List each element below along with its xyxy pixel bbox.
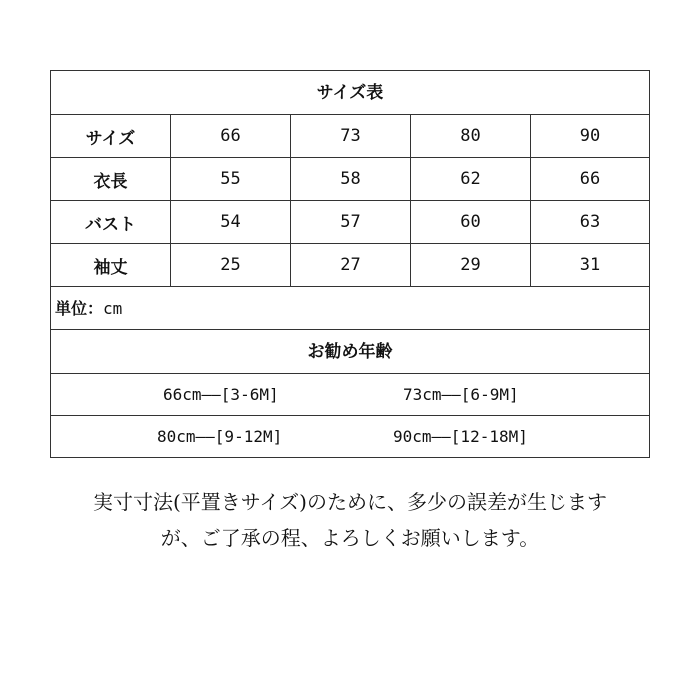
table-cell: 55 <box>171 158 291 200</box>
note-line-1: 実寸寸法(平置きサイズ)のために、多少の誤差が生じます <box>92 490 607 514</box>
table-cell: 60 <box>411 201 531 243</box>
row-label-length: 衣長 <box>51 158 171 200</box>
size-header-value: 90 <box>579 126 601 146</box>
table-cell: 54 <box>171 201 291 243</box>
table-row <box>51 158 649 201</box>
table-cell: 62 <box>411 158 531 200</box>
row-label-bust: バスト <box>51 201 171 243</box>
table-cell: 58 <box>291 158 411 200</box>
size-header-row <box>51 115 649 158</box>
row-label-sleeve: 袖丈 <box>51 244 171 286</box>
size-header-label: サイズ <box>51 115 171 157</box>
age-entry: 90cm——[12-18M] <box>393 427 528 446</box>
size-header-value: 73 <box>291 115 411 157</box>
age-row <box>51 374 649 416</box>
age-entry: 73cm——[6-9M] <box>403 385 519 404</box>
table-row <box>51 201 649 244</box>
note-line-2: が、ご了承の程、よろしくお願いします。 <box>160 526 540 550</box>
table-cell: 25 <box>171 244 291 286</box>
table-title: サイズ表 <box>51 71 649 115</box>
unit-row <box>51 287 649 330</box>
size-header-value: 80 <box>411 115 531 157</box>
table-cell: 66 <box>579 169 601 189</box>
table-cell: 63 <box>579 212 601 232</box>
age-row <box>51 416 649 457</box>
age-entry: 80cm——[9-12M] <box>157 427 283 446</box>
table-cell: 57 <box>291 201 411 243</box>
table-row <box>51 244 649 287</box>
table-cell: 31 <box>579 255 601 275</box>
age-entry: 66cm——[3-6M] <box>163 385 279 404</box>
size-header-value: 66 <box>171 115 291 157</box>
unit-label: 単位： <box>55 299 104 318</box>
table-cell: 27 <box>291 244 411 286</box>
size-chart-table <box>50 70 650 458</box>
recommended-age-title: お勧め年齢 <box>51 330 649 374</box>
unit-value: cm <box>103 299 123 318</box>
table-cell: 29 <box>411 244 531 286</box>
